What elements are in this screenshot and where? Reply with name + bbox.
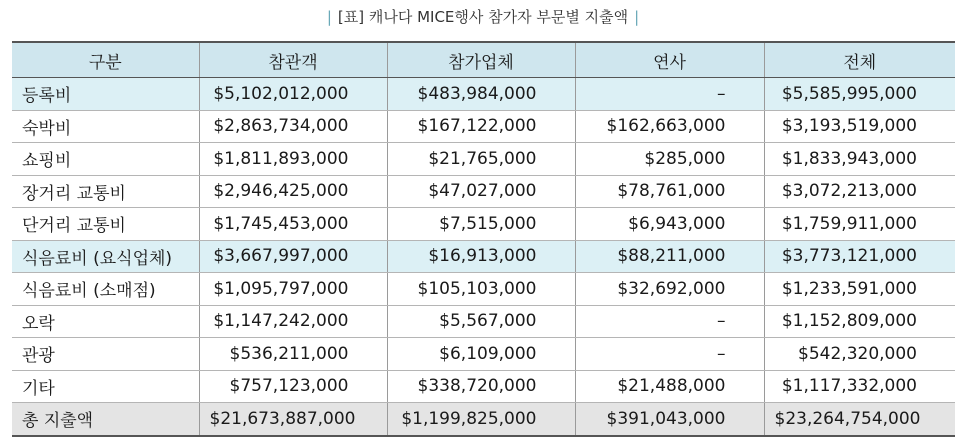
table-row: [12, 110, 955, 143]
header-attendees: 참관객: [199, 42, 387, 78]
exhibitors-value: $1,199,825,000: [387, 403, 575, 436]
header-speakers: 연사: [575, 42, 764, 78]
table-row: [12, 305, 955, 338]
table-row: [12, 143, 955, 176]
exhibitors-value: $6,109,000: [387, 338, 575, 371]
caption-left-bar: |: [326, 8, 332, 26]
speakers-value: $162,663,000: [575, 110, 764, 143]
total-value: $3,193,519,000: [764, 110, 955, 143]
total-row: [12, 403, 955, 436]
header-row: [12, 42, 955, 78]
attendees-value: $536,211,000: [199, 338, 387, 371]
speakers-value: $88,211,000: [575, 240, 764, 273]
attendees-value: $1,095,797,000: [199, 273, 387, 306]
row-category: 등록비: [12, 78, 199, 111]
total-value: $1,759,911,000: [764, 208, 955, 241]
row-category: 기타: [12, 370, 199, 403]
row-category: 쇼핑비: [12, 143, 199, 176]
attendees-value: $1,811,893,000: [199, 143, 387, 176]
table-caption: [0, 6, 966, 27]
speakers-value: $391,043,000: [575, 403, 764, 436]
total-value: $3,072,213,000: [764, 175, 955, 208]
total-value: $5,585,995,000: [764, 78, 955, 111]
attendees-value: $1,147,242,000: [199, 305, 387, 338]
row-category: 숙박비: [12, 110, 199, 143]
total-value: $1,152,809,000: [764, 305, 955, 338]
total-value: $1,233,591,000: [764, 273, 955, 306]
row-category: 관광: [12, 338, 199, 371]
table-row: [12, 273, 955, 306]
attendees-value: $2,863,734,000: [199, 110, 387, 143]
attendees-value: $5,102,012,000: [199, 78, 387, 111]
exhibitors-value: $16,913,000: [387, 240, 575, 273]
table-row: [12, 240, 955, 273]
exhibitors-value: $47,027,000: [387, 175, 575, 208]
attendees-value: $2,946,425,000: [199, 175, 387, 208]
table-row: [12, 338, 955, 371]
row-category: 식음료비 (소매점): [12, 273, 199, 306]
attendees-value: $1,745,453,000: [199, 208, 387, 241]
header-total: 전체: [764, 42, 955, 78]
total-value: $23,264,754,000: [764, 403, 955, 436]
table-body: [12, 78, 955, 436]
table-row: [12, 370, 955, 403]
exhibitors-value: $167,122,000: [387, 110, 575, 143]
row-category: 오락: [12, 305, 199, 338]
total-value: $1,117,332,000: [764, 370, 955, 403]
speakers-value: –: [575, 338, 764, 371]
speakers-value: $21,488,000: [575, 370, 764, 403]
speakers-value: $78,761,000: [575, 175, 764, 208]
table-row: [12, 208, 955, 241]
total-value: $542,320,000: [764, 338, 955, 371]
speakers-value: –: [575, 78, 764, 111]
attendees-value: $21,673,887,000: [199, 403, 387, 436]
attendees-value: $757,123,000: [199, 370, 387, 403]
row-category: 총 지출액: [12, 403, 199, 436]
attendees-value: $3,667,997,000: [199, 240, 387, 273]
exhibitors-value: $5,567,000: [387, 305, 575, 338]
caption-text: [표] 캐나다 MICE행사 참가자 부문별 지출액: [337, 8, 629, 26]
header-exhibitors: 참가업체: [387, 42, 575, 78]
header-category: 구분: [12, 42, 199, 78]
table-row: [12, 78, 955, 111]
exhibitors-value: $7,515,000: [387, 208, 575, 241]
row-category: 단거리 교통비: [12, 208, 199, 241]
exhibitors-value: $21,765,000: [387, 143, 575, 176]
exhibitors-value: $105,103,000: [387, 273, 575, 306]
expenditure-table: [12, 41, 955, 437]
speakers-value: –: [575, 305, 764, 338]
speakers-value: $6,943,000: [575, 208, 764, 241]
total-value: $1,833,943,000: [764, 143, 955, 176]
row-category: 식음료비 (요식업체): [12, 240, 199, 273]
exhibitors-value: $338,720,000: [387, 370, 575, 403]
caption-right-bar: |: [634, 8, 640, 26]
table-row: [12, 175, 955, 208]
exhibitors-value: $483,984,000: [387, 78, 575, 111]
speakers-value: $285,000: [575, 143, 764, 176]
speakers-value: $32,692,000: [575, 273, 764, 306]
total-value: $3,773,121,000: [764, 240, 955, 273]
row-category: 장거리 교통비: [12, 175, 199, 208]
